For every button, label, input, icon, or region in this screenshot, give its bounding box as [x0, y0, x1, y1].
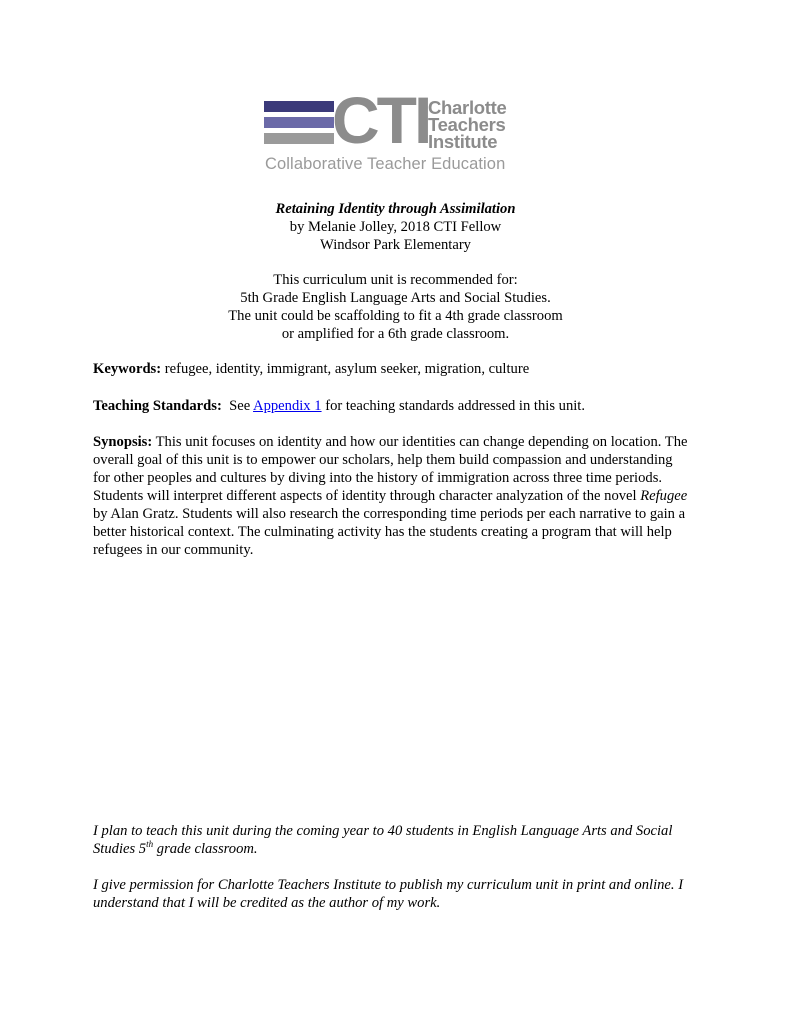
- school-name: Windsor Park Elementary: [320, 237, 471, 253]
- logo-stripe-bottom: [264, 133, 334, 144]
- logo-wordmark: CTI: [332, 83, 430, 157]
- synopsis-text-after: by Alan Gratz. Students will also research the corresponding time periods per each narrative to gain a better historical context. The culminating activity has the students creating a program that will help refugees in our community.: [93, 506, 686, 558]
- author-byline: by Melanie Jolley, 2018 CTI Fellow: [289, 219, 502, 235]
- unit-title: Retaining Identity through Assimilation: [275, 201, 516, 217]
- logo-stripes: [264, 99, 334, 149]
- logo-name-line: Charlotte: [428, 97, 507, 118]
- teaching-plan-statement: [93, 822, 713, 858]
- logo-name-line: Institute: [428, 131, 498, 152]
- logo-institute-name: [428, 99, 507, 150]
- teaching-standards-paragraph: [93, 397, 693, 415]
- logo-name-line: Teachers: [428, 114, 506, 135]
- recommendation-line: 5th Grade English Language Arts and Social Studies.: [240, 290, 551, 306]
- keywords-text: refugee, identity, immigrant, asylum seeker, migration, culture: [161, 361, 530, 377]
- permission-statement: I give permission for Charlotte Teachers Institute to publish my curriculum unit in print and online. I understand that I will be credited as the author of my work.: [93, 877, 684, 911]
- appendix-1-link[interactable]: Appendix 1: [253, 398, 322, 414]
- recommendation-line: or amplified for a 6th grade classroom.: [281, 326, 510, 342]
- synopsis-paragraph: [93, 433, 693, 559]
- recommendation-block: [0, 271, 791, 343]
- recommendation-line: The unit could be scaffolding to fit a 4th grade classroom: [228, 308, 563, 324]
- plan-superscript: th: [146, 839, 154, 850]
- plan-text-after: grade classroom.: [153, 841, 258, 857]
- synopsis-text-before: This unit focuses on identity and how our identities can change depending on location. The overall goal of this unit is to empower our scholars, help them build compassion and understanding for other peoples and cultures by diving into the history of immigration across three time periods. Students will interpret different aspects of identity through character analyzation of the novel: [93, 434, 688, 504]
- standards-pre-text: See: [221, 398, 254, 414]
- title-block: [0, 200, 791, 254]
- logo-tagline: Collaborative Teacher Education: [265, 155, 506, 173]
- standards-post-text: for teaching standards addressed in this unit.: [321, 398, 585, 414]
- standards-label: Teaching Standards:: [93, 398, 222, 414]
- logo-stripe-middle: [264, 117, 334, 128]
- keywords-paragraph: [93, 360, 693, 378]
- recommendation-line: This curriculum unit is recommended for:: [273, 272, 518, 288]
- synopsis-label: Synopsis:: [93, 434, 153, 450]
- book-title: Refugee: [640, 488, 688, 504]
- keywords-label: Keywords:: [93, 361, 162, 377]
- cti-logo: [264, 83, 528, 179]
- plan-text-before: I plan to teach this unit during the coming year to 40 students in English Language Arts and Social Studies 5: [93, 823, 673, 857]
- logo-stripe-top: [264, 101, 334, 112]
